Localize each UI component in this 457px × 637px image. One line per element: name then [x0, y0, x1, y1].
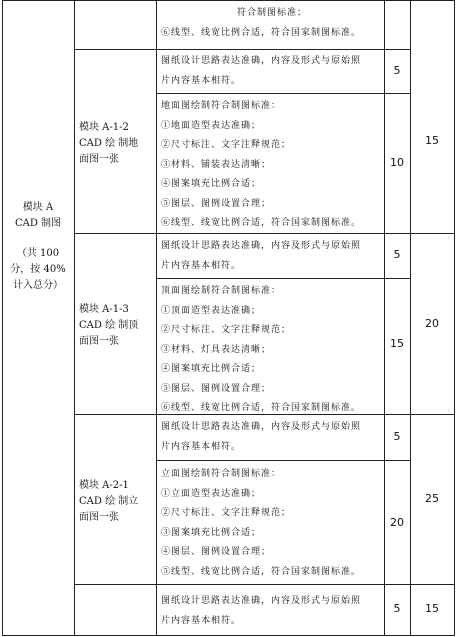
module-a-note-line: （共 100	[16, 248, 60, 259]
criteria-line: ④图层、图例设置合理；	[161, 547, 272, 557]
criteria-cell	[161, 4, 383, 43]
module-label-line: CAD 绘 制地	[79, 138, 139, 149]
design-score: 5	[393, 602, 401, 615]
criteria-line: ⑤图层、图例设置合理；	[161, 383, 272, 394]
row-sep-s1-mid	[156, 93, 410, 94]
module-a-1-2-cell	[79, 120, 154, 168]
drawing-criteria-cell	[161, 282, 383, 419]
module-a-1-3-cell	[79, 302, 154, 350]
module-a-note-line: 计入总分）	[13, 280, 63, 291]
table-border-top	[2, 0, 454, 1]
design-criteria-cell	[161, 592, 383, 631]
module-a-note-line: 分，按 40%	[10, 264, 66, 275]
criteria-line: ③材料、铺装表达清晰；	[161, 159, 272, 170]
design-score: 5	[393, 248, 401, 261]
row-sep-top-module	[74, 49, 410, 50]
table-border-bottom	[2, 635, 454, 636]
design-score: 5	[393, 64, 401, 77]
section-total: 15	[425, 134, 439, 147]
criteria-line: ②尺寸标注、文字注释规范；	[161, 140, 292, 150]
criteria-line: ①地面造型表达准确；	[161, 120, 262, 131]
criteria-line: ①顶面造型表达准确；	[161, 305, 262, 316]
row-sep-s3-end	[74, 584, 454, 585]
criteria-line: ⑤图层、图例设置合理；	[161, 198, 272, 209]
drawing-score: 20	[390, 516, 404, 529]
criteria-line: 立面图绘制符合制图标准：	[161, 469, 282, 479]
design-criteria-cell	[161, 418, 383, 457]
table-border-left	[2, 0, 3, 636]
criteria-line: ②尺寸标注、文字注释规范；	[161, 325, 292, 335]
col-sep-3	[384, 0, 385, 636]
criteria-line: ④图案填充比例合适；	[161, 364, 262, 374]
criteria-line: 图纸设计思路表达准确，内容及形式与原始照	[161, 56, 362, 66]
module-label-line: CAD 绘 制顶	[79, 320, 139, 331]
section-total: 15	[425, 602, 439, 615]
criteria-line: 图纸设计思路表达准确，内容及形式与原始照	[161, 241, 362, 251]
criteria-line: 片内容基本相符。	[161, 441, 242, 452]
module-label-line: 模块 A-2-1	[79, 480, 129, 491]
module-label-line: 模块 A-1-3	[79, 304, 129, 315]
module-a-2-1-cell	[79, 478, 154, 526]
section-total: 20	[425, 317, 439, 330]
criteria-line: 符合制图标准；	[236, 8, 307, 18]
row-sep-s3-mid	[156, 460, 410, 461]
module-label-line: 面图一张	[79, 154, 119, 165]
criteria-line: ⑤线型、线宽比例合适，符合国家制图标准。	[161, 566, 362, 577]
design-score: 5	[393, 430, 401, 443]
module-label-line: 面图一张	[79, 336, 119, 347]
criteria-line: 片内容基本相符。	[161, 75, 242, 86]
criteria-line: ⑥线型、线宽比例合适，符合国家制图标准。	[161, 27, 362, 38]
criteria-line: 片内容基本相符。	[161, 615, 242, 626]
criteria-line: 图纸设计思路表达准确，内容及形式与原始照	[161, 596, 362, 606]
module-label-line: 面图一张	[79, 512, 119, 523]
criteria-line: 地面图绘制符合制图标准：	[161, 101, 282, 111]
section-total: 25	[425, 492, 439, 505]
drawing-criteria-cell	[161, 97, 383, 234]
criteria-line: ⑥线型、线宽比例合适，符合国家制图标准。	[161, 218, 362, 228]
module-a-title: 模块 A	[22, 202, 54, 213]
criteria-line: ②尺寸标注、文字注释规范；	[161, 508, 292, 518]
criteria-line: 片内容基本相符。	[161, 260, 242, 271]
criteria-line: ③材料、灯具表达清晰；	[161, 344, 272, 355]
criteria-line: ⑥线型、线宽比例合适，符合国家制图标准。	[161, 403, 362, 413]
module-label-line: CAD 绘 制立	[79, 496, 139, 507]
scoring-table	[2, 0, 454, 636]
row-sep-s2-mid	[156, 278, 410, 279]
col-sep-2	[156, 0, 157, 636]
criteria-line: ④图案填充比例合适；	[161, 179, 262, 189]
module-label-line: 模块 A-1-2	[79, 122, 129, 133]
criteria-line: ③图案填充比例合适；	[161, 527, 262, 538]
table-border-right	[454, 0, 455, 636]
col-sep-1	[74, 0, 75, 636]
design-criteria-cell	[161, 237, 383, 276]
design-criteria-cell	[161, 52, 383, 91]
criteria-line: 图纸设计思路表达准确，内容及形式与原始照	[161, 422, 362, 432]
module-a-subtitle: CAD 制图	[14, 218, 62, 229]
drawing-score: 10	[390, 156, 404, 169]
criteria-line: 顶面图绘制符合制图标准：	[161, 286, 282, 296]
drawing-score: 15	[390, 337, 404, 350]
drawing-criteria-cell	[161, 465, 383, 582]
criteria-line: ①立面造型表达准确；	[161, 488, 262, 499]
module-a-cell	[2, 200, 74, 294]
